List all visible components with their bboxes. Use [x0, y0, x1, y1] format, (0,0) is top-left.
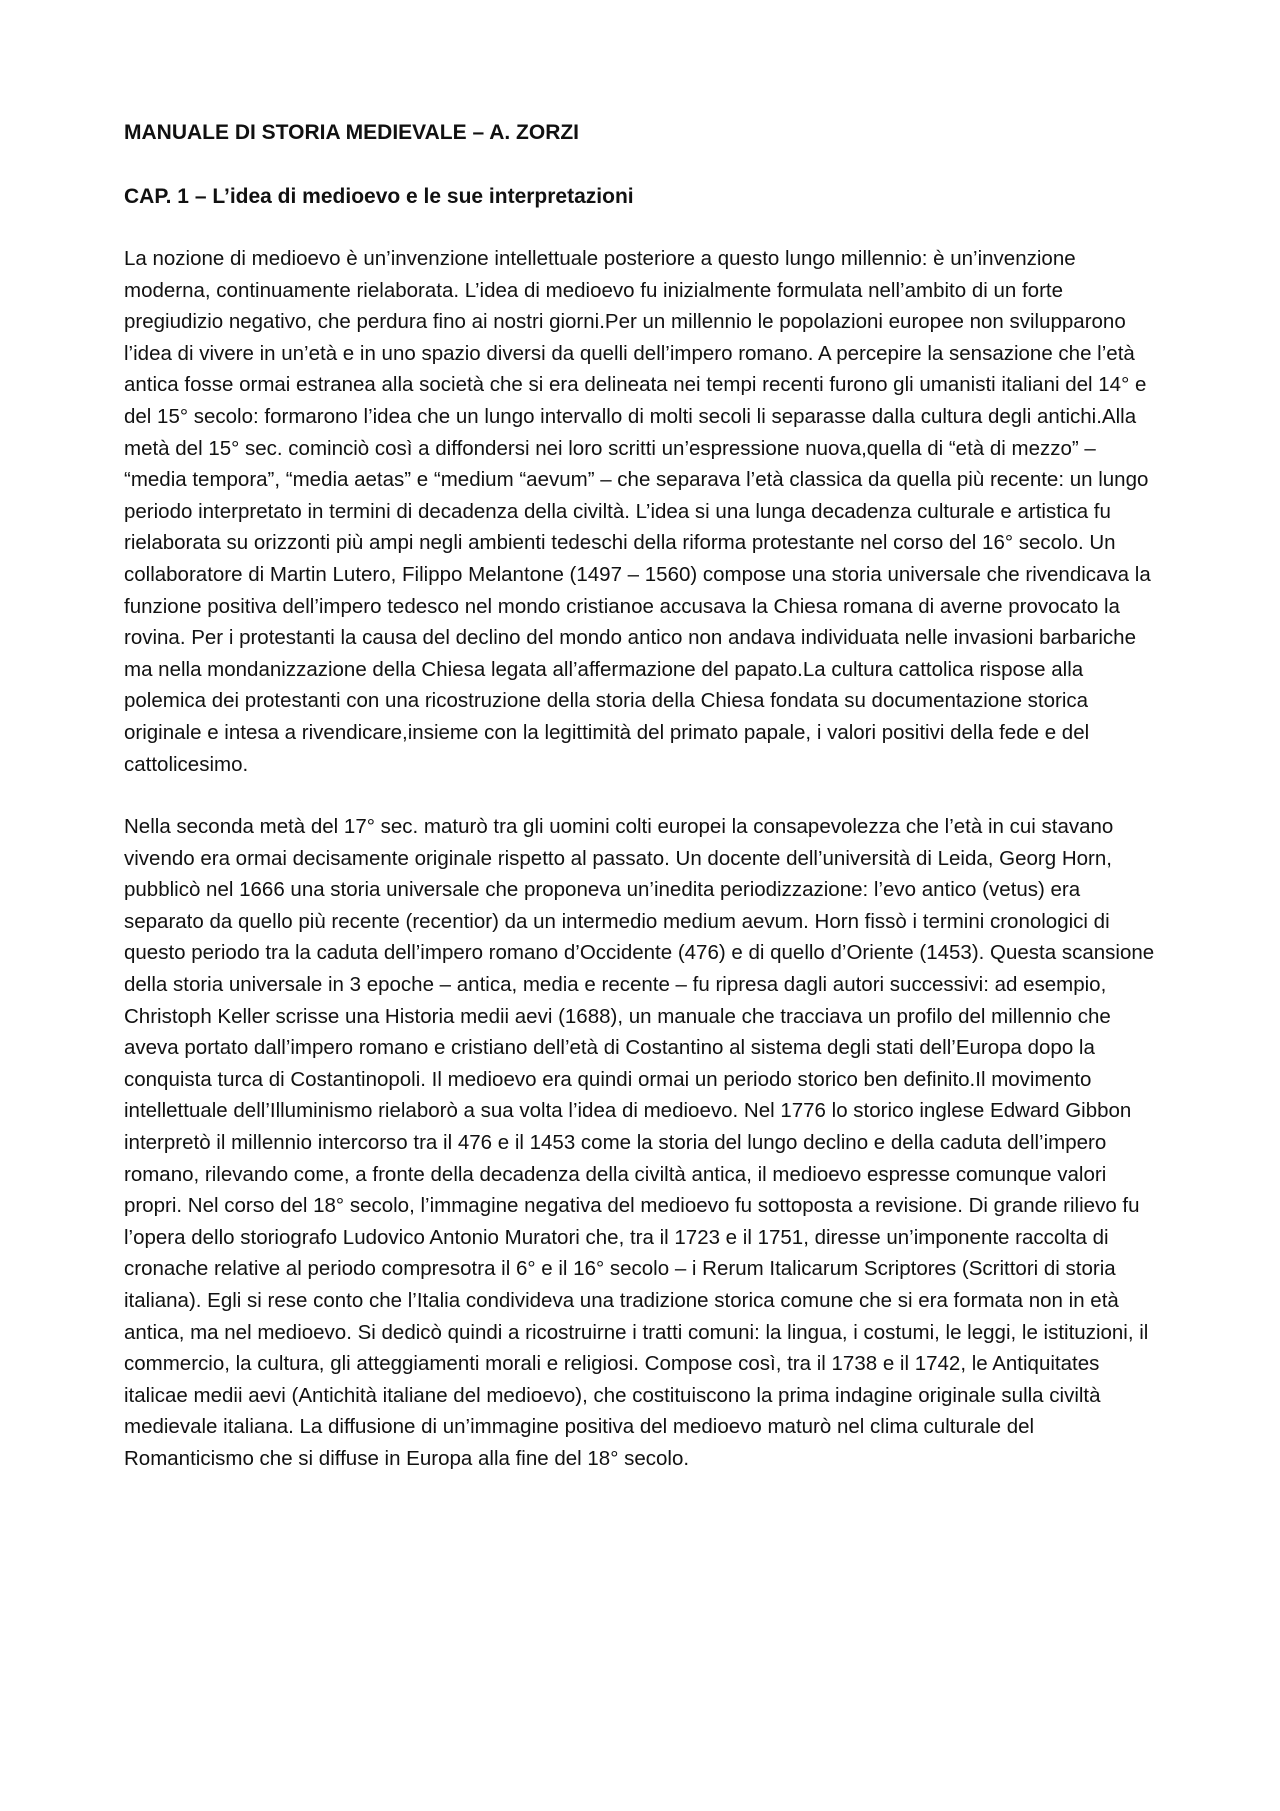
- document-page: [124, 118, 1164, 1475]
- paragraph-1: La nozione di medioevo è un’invenzione intellettuale posteriore a questo lungo millennio: è un’invenzione moderna, continuamente rielaborata. L’idea di medioevo fu inizialmente formulata nell’ambito di un forte pregiudizio negativo, che perdura fino ai nostri giorni.Per un millennio le popolazioni europee non svilupparono l’idea di vivere in un’età e in uno spazio diversi da quelli dell’impero romano. A percepire la sensazione che l’età antica fosse ormai estranea alla società che si era delineata nei tempi recenti furono gli umanisti italiani del 14° e del 15° secolo: formarono l’idea che un lungo intervallo di molti secoli li separasse dalla cultura degli antichi.Alla metà del 15° sec. cominciò così a diffondersi nei loro scritti un’espressione nuova,quella di “età di mezzo” – “media tempora”, “media aetas” e “medium “aevum” – che separava l’età classica da quella più recente: un lungo periodo interpretato in termini di decadenza della civiltà. L’idea si una lunga decadenza culturale e artistica fu rielaborata su orizzonti più ampi negli ambienti tedeschi della riforma protestante nel corso del 16° secolo. Un collaboratore di Martin Lutero, Filippo Melantone (1497 – 1560) compose una storia universale che rivendicava la funzione positiva dell’impero tedesco nel mondo cristianoe accusava la Chiesa romana di averne provocato la rovina. Per i protestanti la causa del declino del mondo antico non andava individuata nelle invasioni barbariche ma nella mondanizzazione della Chiesa legata all’affermazione del papato.La cultura cattolica rispose alla polemica dei protestanti con una ricostruzione della storia della Chiesa fondata su documentazione storica originale e intesa a rivendicare,insieme con la legittimità del primato papale, i valori positivi della fede e del cattolicesimo.: [124, 247, 1151, 776]
- paragraph-2: Nella seconda metà del 17° sec. maturò tra gli uomini colti europei la consapevolezza che l’età in cui stavano vivendo era ormai decisamente originale rispetto al passato. Un docente dell’università di Leida, Georg Horn, pubblicò nel 1666 una storia universale che proponeva un’inedita periodizzazione: l’evo antico (vetus) era separato da quello più recente (recentior) da un intermedio medium aevum. Horn fissò i termini cronologici di questo periodo tra la caduta dell’impero romano d’Occidente (476) e di quello d’Oriente (1453). Questa scansione della storia universale in 3 epoche – antica, media e recente – fu ripresa dagli autori successivi: ad esempio, Christoph Keller scrisse una Historia medii aevi (1688), un manuale che tracciava un profilo del millennio che aveva portato dall’impero romano e cristiano dell’età di Costantino al sistema degli stati dell’Europa dopo la conquista turca di Costantinopoli. Il medioevo era quindi ormai un periodo storico ben definito.Il movimento intellettuale dell’Illuminismo rielaborò a sua volta l’idea di medioevo. Nel 1776 lo storico inglese Edward Gibbon interpretò il millennio intercorso tra il 476 e il 1453 come la storia del lungo declino e della caduta dell’impero romano, rilevando come, a fronte della decadenza della civiltà antica, il medioevo espresse comunque valori propri. Nel corso del 18° secolo, l’immagine negativa del medioevo fu sottoposta a revisione. Di grande rilievo fu l’opera dello storiografo Ludovico Antonio Muratori che, tra il 1723 e il 1751, diresse un’imponente raccolta di cronache relative al periodo compresotra il 6° e il 16° secolo – i Rerum Italicarum Scriptores (Scrittori di storia italiana). Egli si rese conto che l’Italia condivideva una tradizione storica comune che si era formata non in età antica, ma nel medioevo. Si dedicò quindi a ricostruirne i tratti comuni: la lingua, i costumi, le leggi, le istituzioni, il commercio, la cultura, gli atteggiamenti morali e religiosi. Compose così, tra il 1738 e il 1742, le Antiquitates italicae medii aevi (Antichità italiane del medioevo), che costituiscono la prima indagine originale sulla civiltà medievale italiana. La diffusione di un’immagine positiva del medioevo maturò nel clima culturale del Romanticismo che si diffuse in Europa alla fine del 18° secolo.: [124, 815, 1155, 1470]
- chapter-title: CAP. 1 – L’idea di medioevo e le sue interpretazioni: [124, 185, 634, 208]
- document-title: MANUALE DI STORIA MEDIEVALE – A. ZORZI: [124, 121, 580, 144]
